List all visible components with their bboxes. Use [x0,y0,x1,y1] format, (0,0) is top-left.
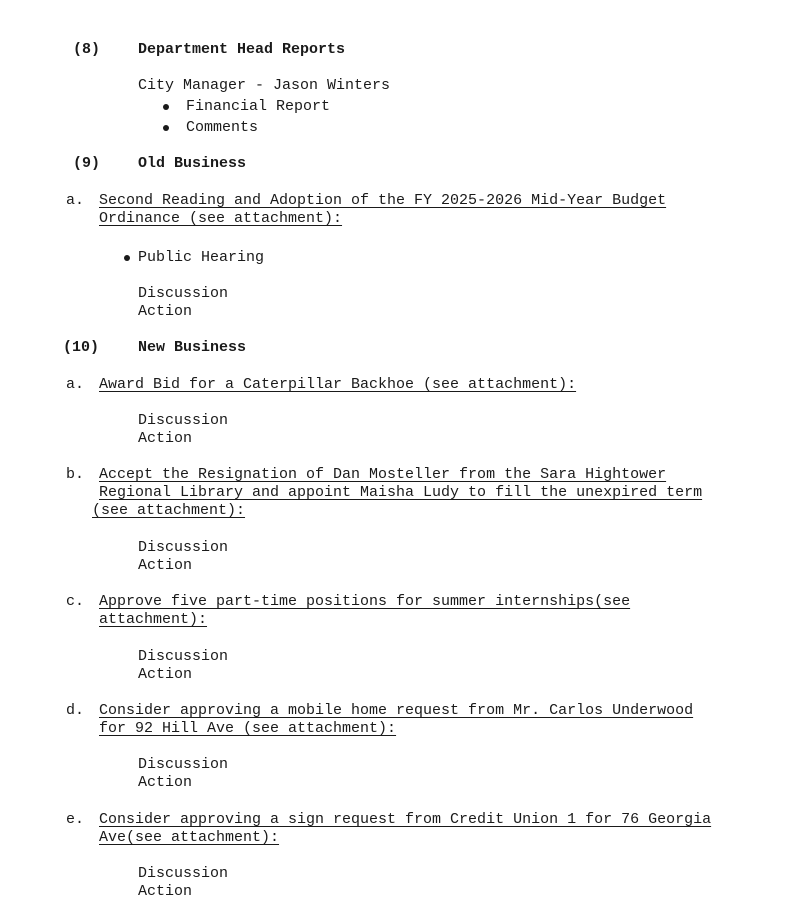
bullet-comments: Comments [186,119,259,136]
section-10-title: New Business [138,339,247,356]
action-label: Action [138,557,193,574]
bullet-icon [163,104,169,110]
item-letter: a. [66,376,85,393]
section-10-number: (10) [63,339,100,356]
item-resignation-line-3[interactable]: (see attachment): [92,502,246,519]
discussion-label: Discussion [138,539,229,556]
discussion-label: Discussion [138,756,229,773]
item-budget-ordinance-line-1[interactable]: Second Reading and Adoption of the FY 2025-2026 Mid-Year Budget [99,192,667,209]
item-backhoe-bid[interactable]: Award Bid for a Caterpillar Backhoe (see attachment): [99,376,577,393]
action-label: Action [138,430,193,447]
discussion-label: Discussion [138,865,229,882]
item-letter: e. [66,811,85,828]
discussion-label: Discussion [138,412,229,429]
item-internships-line-1[interactable]: Approve five part-time positions for summer internships(see [99,593,631,610]
section-9-number: (9) [73,155,101,172]
item-letter: c. [66,593,85,610]
item-mobile-home-line-2[interactable]: for 92 Hill Ave (see attachment): [99,720,397,737]
action-label: Action [138,774,193,791]
item-letter: d. [66,702,85,719]
discussion-label: Discussion [138,648,229,665]
item-letter: a. [66,192,85,209]
action-label: Action [138,666,193,683]
item-budget-ordinance-line-2[interactable]: Ordinance (see attachment): [99,210,343,227]
city-manager-line: City Manager - Jason Winters [138,77,391,94]
section-8-title: Department Head Reports [138,41,346,58]
bullet-financial-report: Financial Report [186,98,331,115]
bullet-icon [163,125,169,131]
section-8-number: (8) [73,41,101,58]
bullet-icon [124,255,130,261]
item-letter: b. [66,466,85,483]
action-label: Action [138,883,193,900]
discussion-label: Discussion [138,285,229,302]
item-resignation-line-1[interactable]: Accept the Resignation of Dan Mosteller from the Sara Hightower [99,466,667,483]
item-resignation-line-2[interactable]: Regional Library and appoint Maisha Ludy to fill the unexpired term [99,484,703,501]
bullet-public-hearing: Public Hearing [138,249,265,266]
item-sign-request-line-1[interactable]: Consider approving a sign request from Credit Union 1 for 76 Georgia [99,811,712,828]
item-sign-request-line-2[interactable]: Ave(see attachment): [99,829,280,846]
item-internships-line-2[interactable]: attachment): [99,611,208,628]
section-9-title: Old Business [138,155,247,172]
item-mobile-home-line-1[interactable]: Consider approving a mobile home request from Mr. Carlos Underwood [99,702,694,719]
action-label: Action [138,303,193,320]
